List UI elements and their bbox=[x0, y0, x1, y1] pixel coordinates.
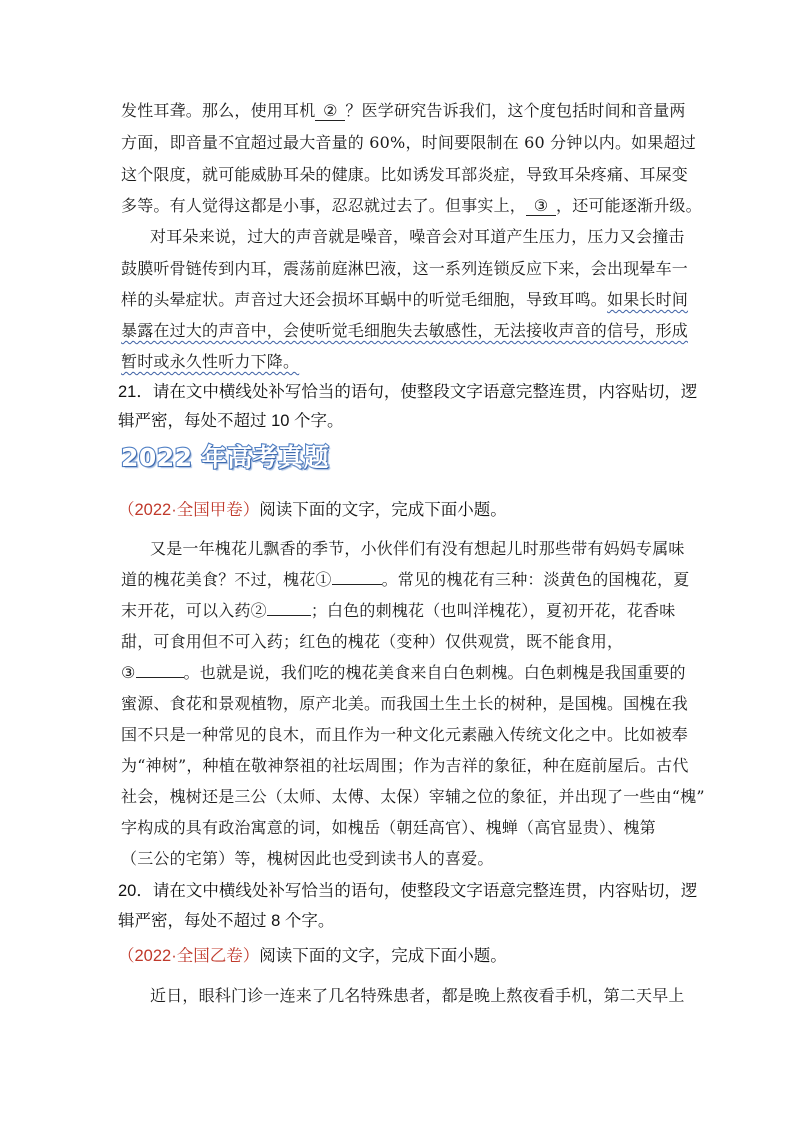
section-heading: 2022 年高考真题 bbox=[121, 443, 330, 472]
text-run: ；白色的刺槐花（也叫洋槐花），夏初开花，花香味 bbox=[310, 601, 676, 620]
passage1-line: 这个限度，就可能威胁耳朵的健康。比如诱发耳部炎症，导致耳朵疼痛、耳屎变 bbox=[121, 165, 689, 184]
blank-3 bbox=[526, 196, 556, 216]
passage1-line: 鼓膜听骨链传到内耳，震荡前庭淋巴液，这一系列连锁反应下来，会出现晕车一 bbox=[121, 259, 689, 278]
passage1-line: 对耳朵来说，过大的声音就是噪音，噪音会对耳道产生压力，压力又会撞击 bbox=[150, 227, 685, 246]
text-run: 样的头晕症状。声音过大还会损坏耳蜗中的听觉毛细胞，导致耳鸣。 bbox=[121, 290, 608, 309]
text-run: 末开花，可以入药② bbox=[121, 601, 267, 620]
source-line bbox=[118, 496, 507, 520]
blank-2 bbox=[315, 101, 345, 121]
passage2-line: 又是一年槐花儿飘香的季节，小伙伴们有没有想起儿时那些带有妈妈专属味 bbox=[150, 539, 685, 558]
text-run: ？医学研究告诉我们，这个度包括时间和音量两 bbox=[345, 101, 686, 120]
passage1-line bbox=[121, 98, 686, 121]
passage2-line: 为“神树”，种植在敬神祭祖的社坛周围；作为吉祥的象征，种在庭前屋后。古代 bbox=[121, 756, 689, 775]
passage2-line: 字构成的具有政治寓意的词，如槐岳（朝廷高官）、槐蝉（高官显贵）、槐第 bbox=[121, 818, 656, 837]
text-run: 。常见的槐花有三种：淡黄色的国槐花，夏 bbox=[381, 570, 690, 589]
passage2-line: 蜜源、食花和景观植物，原产北美。而我国土生土长的树种，是国槐。国槐在我 bbox=[121, 694, 689, 713]
question-20-line: 20．请在文中横线处补写恰当的语句，使整段文字语意完整连贯，内容贴切，逻 bbox=[118, 882, 698, 900]
passage2-line: （三公的宅第）等，槐树因此也受到读书人的喜爱。 bbox=[121, 849, 494, 868]
passage1-line bbox=[121, 318, 688, 341]
source-instruction: 阅读下面的文字，完成下面小题。 bbox=[259, 947, 507, 965]
passage1-line: 方面，即音量不宜超过最大音量的 60%，时间要限制在 60 分钟以内。如果超过 bbox=[121, 133, 696, 152]
question-21-line: 21．请在文中横线处补写恰当的语句，使整段文字语意完整连贯，内容贴切，逻 bbox=[118, 383, 698, 401]
blank-3 bbox=[136, 677, 184, 678]
blank-number: ③ bbox=[533, 196, 549, 215]
passage2-line: 国不只是一种常见的良木，而且作为一种文化元素融入传统文化之中。比如被奉 bbox=[121, 725, 689, 744]
wavy-underlined-text: 如果长时间 bbox=[607, 290, 689, 309]
question-20-line: 辑严密，每处不超过 8 个字。 bbox=[118, 912, 335, 930]
wavy-underlined-text: 暂时或永久性听力下降。 bbox=[121, 352, 300, 371]
wavy-underlined-text: 暴露在过大的声音中，会使听觉毛细胞失去敏感性，无法接收声音的信号，形成 bbox=[121, 321, 689, 340]
source-tag: （2022·全国甲卷） bbox=[118, 501, 260, 519]
text-run: ，还可能逐渐升级。 bbox=[556, 196, 702, 215]
text-run: 发性耳聋。那么，使用耳机 bbox=[121, 101, 316, 120]
blank-1 bbox=[332, 584, 382, 585]
passage2-line bbox=[121, 567, 689, 590]
passage1-line bbox=[121, 349, 299, 372]
source-tag: （2022·全国乙卷） bbox=[118, 947, 260, 965]
passage2-line bbox=[121, 660, 686, 683]
passage3-line: 近日，眼科门诊一连来了几名特殊患者，都是晚上熬夜看手机，第二天早上 bbox=[150, 986, 685, 1005]
blank-number: ② bbox=[323, 101, 338, 120]
text-run: 道的槐花美食？不过，槐花① bbox=[121, 570, 332, 589]
question-21-line: 辑严密，每处不超过 10 个字。 bbox=[118, 412, 344, 430]
passage2-line: 甜，可食用但不可入药；红色的槐花（变种）仅供观赏，既不能食用， bbox=[121, 632, 624, 651]
text-run: 。也就是说，我们吃的槐花美食来自白色刺槐。白色刺槐是我国重要的 bbox=[183, 663, 686, 682]
passage2-line: 社会，槐树还是三公（太师、太傅、太保）宰辅之位的象征，并出现了一些由“槐” bbox=[121, 787, 705, 806]
text-run: 多等。有人觉得这都是小事，忍忍就过去了。但事实上， bbox=[121, 196, 527, 215]
passage2-line bbox=[121, 598, 675, 621]
blank-2 bbox=[267, 615, 311, 616]
text-run: ③ bbox=[121, 663, 136, 682]
source-instruction: 阅读下面的文字，完成下面小题。 bbox=[259, 501, 507, 519]
passage1-line bbox=[121, 287, 688, 310]
source-line bbox=[118, 942, 507, 966]
passage1-line bbox=[121, 193, 702, 216]
